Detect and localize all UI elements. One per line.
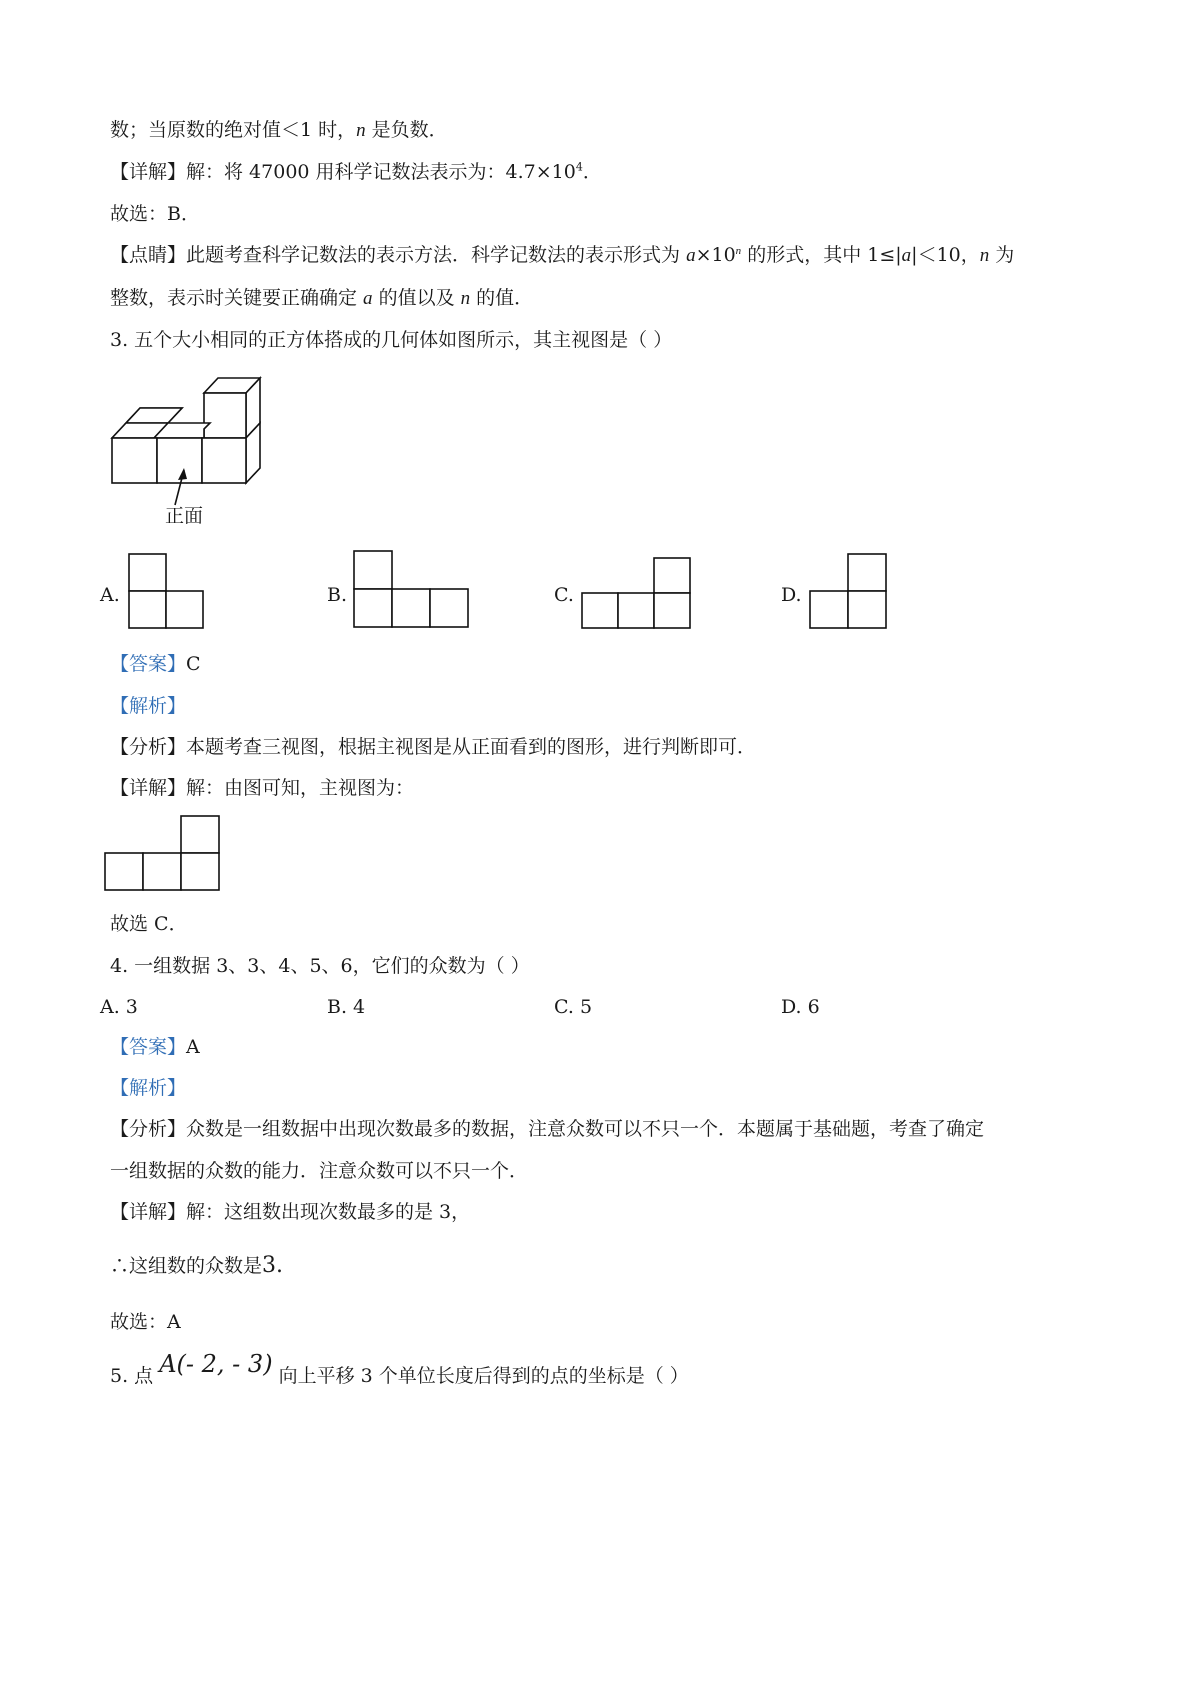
option-b-figure	[353, 550, 473, 630]
q3-xiangjie: 【详解】解：由图可知，主视图为：	[110, 777, 415, 799]
text-line: 【详解】解：将 47000 用科学记数法表示为：$4.7\times 10^4$．	[110, 160, 602, 183]
option-b-label: B.	[327, 584, 348, 606]
option-c-label: C.	[554, 584, 574, 606]
q4-analysis-tag: 【解析】	[110, 1077, 187, 1099]
option-d-label: D.	[781, 584, 802, 606]
question-4-stem: 4. 一组数据 3、3、4、5、6，它们的众数为（ ）	[110, 955, 530, 977]
q4-fenxi-cont: 一组数据的众数的能力．注意众数可以不只一个．	[110, 1160, 529, 1182]
question-3-stem: 3. 五个大小相同的正方体搭成的几何体如图所示，其主视图是（ ）	[110, 329, 673, 351]
q4-answer: 【答案】A	[110, 1036, 200, 1058]
q4-option-d: D. 6	[781, 996, 820, 1018]
option-a-label: A.	[100, 584, 120, 606]
q3-fenxi: 【分析】本题考查三视图，根据主视图是从正面看到的图形，进行判断即可．	[110, 736, 757, 758]
q3-conclusion: 故选 C．	[110, 913, 188, 935]
q4-option-c: C. 5	[554, 996, 593, 1018]
option-d-figure	[809, 553, 891, 633]
option-c-figure	[581, 557, 696, 632]
q4-therefore: ∴这组数的众数是3.	[110, 1253, 284, 1278]
text-line: 整数，表示时关键要正确确定 a 的值以及 n 的值．	[110, 287, 534, 309]
text-line: 故选：B．	[110, 203, 200, 225]
q3-answer: 【答案】C	[110, 653, 201, 675]
q4-xiangjie: 【详解】解：这组数出现次数最多的是 3，	[110, 1201, 471, 1223]
q4-option-b: B. 4	[327, 996, 366, 1018]
front-label: 正面	[165, 505, 204, 527]
main-view-figure	[104, 815, 224, 895]
question-5-stem: 5. 点 A(- 2, - 3) 向上平移 3 个单位长度后得到的点的坐标是（ ）	[110, 1350, 689, 1387]
option-a-figure	[128, 553, 208, 631]
text-line: 【点睛】此题考查科学记数法的表示方法．科学记数法的表示形式为 $a\times 10^n$ 的形式，其中 1≤|a|＜10，n 为	[110, 244, 1015, 266]
text-line: 数；当原数的绝对值＜1 时，n 是负数．	[110, 119, 448, 141]
q4-option-a: A. 3	[100, 996, 138, 1018]
q4-conclusion: 故选：A	[110, 1311, 181, 1333]
q3-analysis-tag: 【解析】	[110, 695, 187, 717]
q4-fenxi: 【分析】众数是一组数据中出现次数最多的数据，注意众数可以不只一个．本题属于基础题，考查了确定	[110, 1118, 985, 1140]
